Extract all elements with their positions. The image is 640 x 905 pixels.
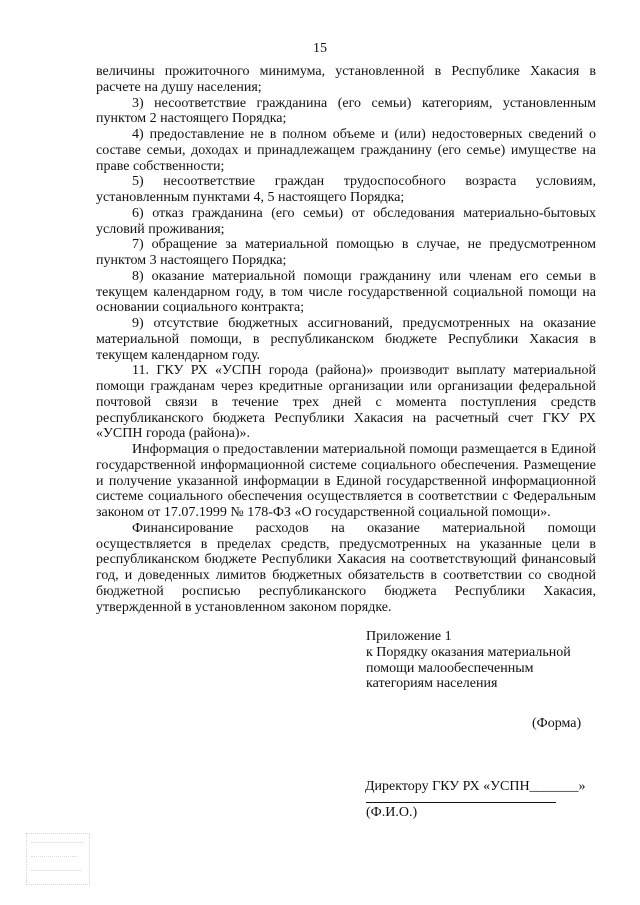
fio-caption: (Ф.И.О.)	[366, 805, 418, 820]
appendix-line: Приложение 1	[366, 629, 452, 644]
paragraph-continuation: величины прожиточного минимума, установленной в Республике Хакасия в расчете на душу населения;	[96, 64, 596, 95]
appendix-line: категориям населения	[366, 676, 498, 692]
paragraph-clause-11: 11. ГКУ РХ «УСПН города (района)» производит выплату материальной помощи гражданам через кредитные организации или организации федеральной почтовой связи в течение трех дней с момента поступления средств республиканского бюджета Республики Хакасия на расчетный счет ГКУ РХ «УСПН города (района)».	[96, 363, 596, 442]
list-item-5: 5) несоответствие граждан трудоспособного возраста условиям, установленным пунктами 4, 5 настоящего Порядка;	[96, 174, 596, 205]
paragraph-information: Информация о предоставлении материальной помощи размещается в Единой государственной информационной системе социального обеспечения. Размещение и получение указанной информации в Единой государственной информационной системе социального обеспечения осуществляется в соответствии с Федеральным законом от 17.07.1999 № 178-ФЗ «О государственной социальной помощи».	[96, 442, 596, 520]
director-addressee: Директору ГКУ РХ «УСПН_______»	[365, 779, 586, 794]
list-item-3: 3) несоответствие гражданина (его семьи) категориям, установленным пунктом 2 настоящего Порядка;	[96, 95, 596, 127]
page-number: 15	[313, 41, 327, 56]
faint-stamp-mark	[26, 833, 90, 885]
list-item-9: 9) отсутствие бюджетных ассигнований, предусмотренных на оказание материальной помощи, в республиканском бюджете Республики Хакасия в текущем календарном году.	[96, 316, 596, 363]
list-item-4: 4) предоставление не в полном объеме и (или) недостоверных сведений о составе семьи, доходах и принадлежащем гражданину (его семье) имуществе на праве собственности;	[96, 127, 596, 174]
list-item-6: 6) отказ гражданина (его семьи) от обследования материально-бытовых условий проживания;	[96, 205, 596, 237]
paragraph-financing: Финансирование расходов на оказание материальной помощи осуществляется в пределах средств, предусмотренных на указанные цели в республиканском бюджете Республики Хакасия на соответствующий финансовый год, и доведенных лимитов бюджетных обязательств в соответствии со сводной бюджетной росписью республиканского бюджета Республики Хакасия, утвержденной в установленном законом порядке.	[96, 520, 596, 615]
appendix-line: к Порядку оказания материальной	[366, 644, 571, 660]
list-item-8: 8) оказание материальной помощи гражданину или членам его семьи в текущем календарном году, в том числе государственной социальной помощи на основании социального контракта;	[96, 268, 596, 316]
form-label: (Форма)	[532, 716, 582, 731]
list-item-7: 7) обращение за материальной помощью в случае, не предусмотренном пунктом 3 настоящего Порядка;	[96, 237, 596, 268]
appendix-line: помощи малообеспеченным	[366, 660, 534, 676]
document-body	[96, 64, 596, 615]
appendix-heading	[366, 629, 606, 692]
name-fill-line	[366, 802, 556, 803]
